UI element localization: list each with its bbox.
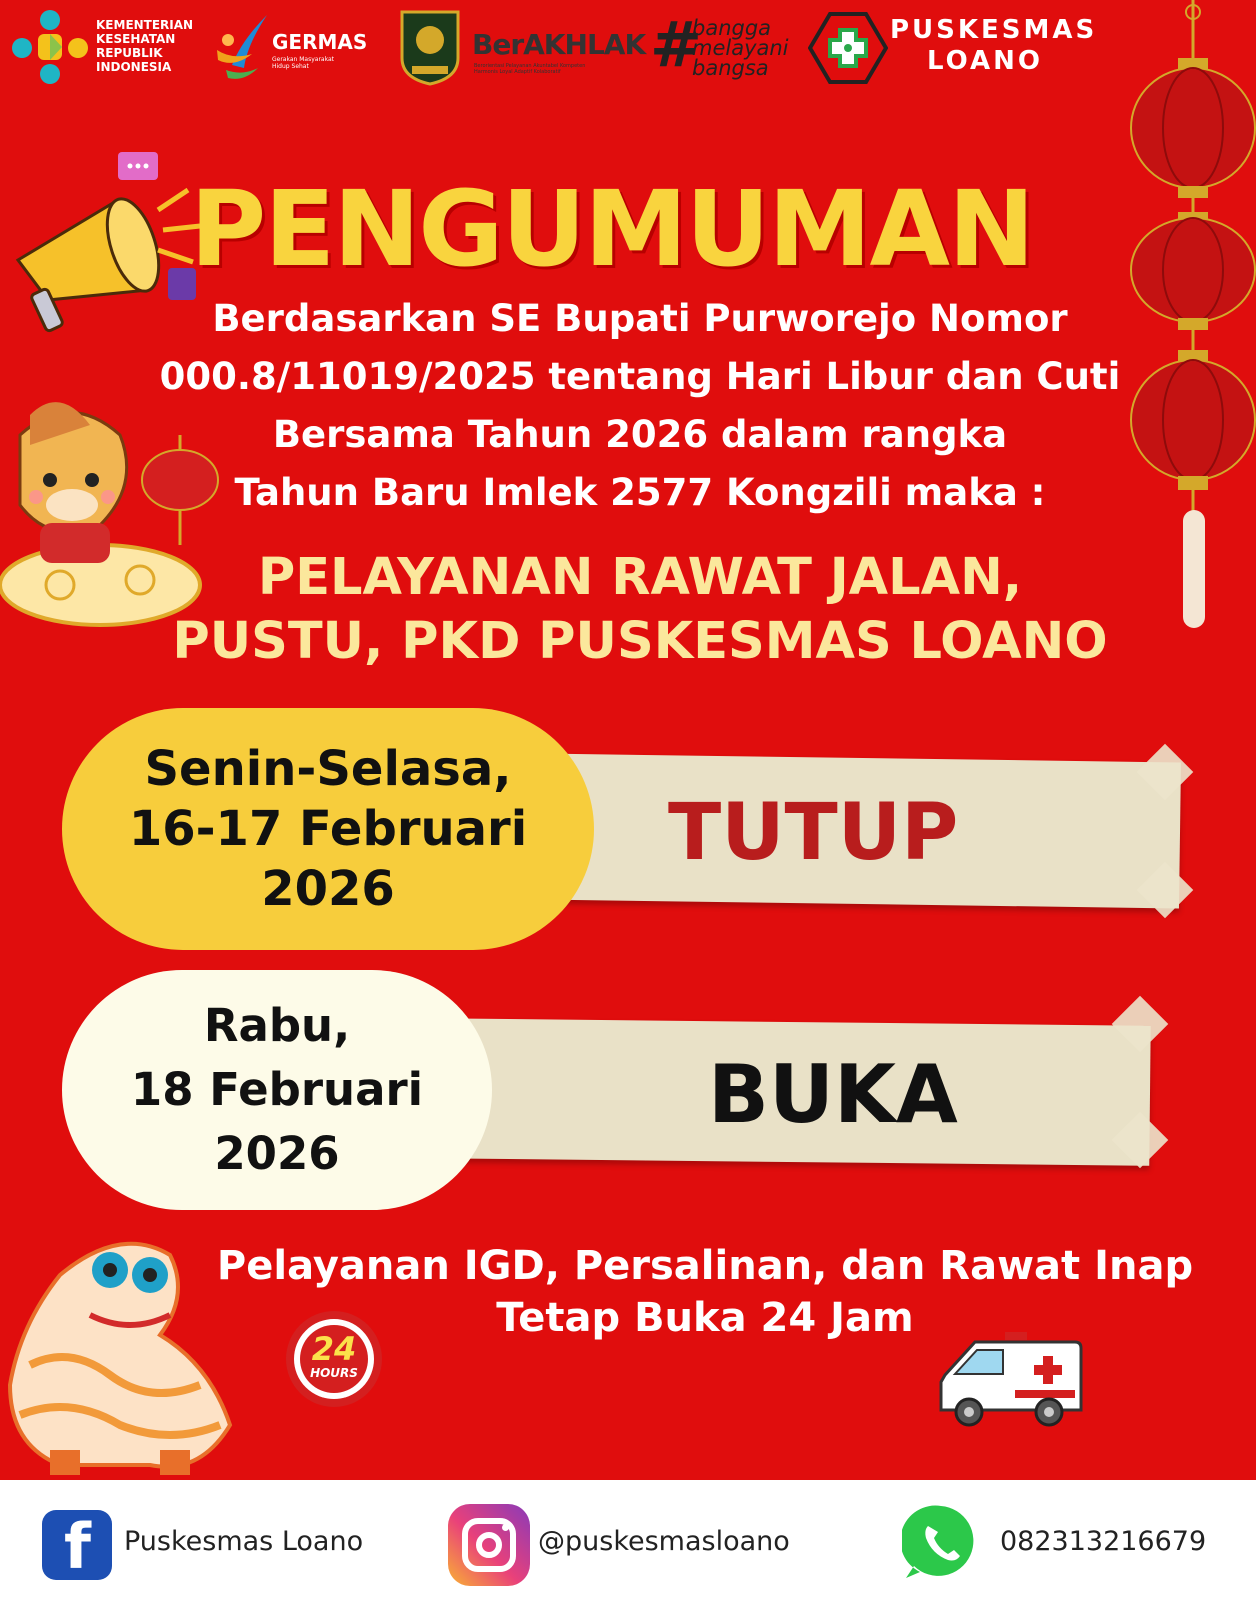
germas-logo (212, 10, 372, 85)
puskesmas-title-line: PUSKESMAS (890, 15, 1098, 45)
facebook-handle[interactable]: Puskesmas Loano (124, 1526, 364, 1557)
note-line: Pelayanan IGD, Persalinan, dan Rawat Inap (216, 1243, 1194, 1289)
intro-line: 000.8/11019/2025 tentang Hari Libur dan Cuti (159, 355, 1121, 398)
note-line: Tetap Buka 24 Jam (496, 1295, 914, 1341)
kemenkes-label (96, 18, 193, 74)
berakhlak-logo (398, 8, 646, 88)
badge-label: HOURS (310, 1366, 358, 1380)
instagram-icon[interactable] (448, 1504, 530, 1586)
open-status: BUKA (708, 1048, 958, 1141)
berakhlak-label: BerAKHLAK (472, 28, 646, 61)
kemenkes-logo (10, 8, 195, 86)
service-line: PUSTU, PKD PUSKESMAS LOANO (172, 612, 1108, 671)
emergency-note (210, 1240, 1200, 1344)
social-footer (0, 1480, 1256, 1600)
berakhlak-sub (474, 63, 585, 75)
berakhlak-sub-line: Harmonis Loyal Adaptif Kolaboratif (474, 69, 561, 75)
lantern-icon (1131, 58, 1255, 198)
hashtag-icon: # (650, 8, 702, 81)
purworejo-emblem-icon (398, 8, 462, 86)
puskesmas-title-line: LOANO (926, 46, 1044, 76)
closed-date: 16-17 Februari 2026 (128, 801, 528, 917)
intro-line: Tahun Baru Imlek 2577 Kongzili maka : (234, 471, 1046, 514)
service-line: PELAYANAN RAWAT JALAN, (257, 548, 1023, 607)
intro-line: Bersama Tahun 2026 dalam rangka (272, 413, 1008, 456)
germas-label: GERMAS (272, 30, 368, 54)
germas-sub-line: Hidup Sehat (272, 63, 309, 70)
puskesmas-logo (808, 10, 888, 86)
open-date: 18 Februari 2026 (130, 1063, 424, 1180)
kemenkes-line: KEMENTERIAN (96, 18, 194, 32)
kemenkes-line: REPUBLIK (96, 46, 163, 60)
ambulance-icon (935, 1330, 1085, 1430)
bangga-line: melayani (692, 36, 789, 60)
closed-status: TUTUP (668, 788, 959, 878)
kemenkes-emblem-icon (10, 8, 90, 86)
schedule-row-closed (0, 700, 1256, 960)
germas-emblem-icon (212, 10, 272, 82)
bangga-melayani-logo (650, 8, 795, 84)
kemenkes-line: KESEHATAN (96, 32, 176, 46)
announcement-headline: PENGUMUMAN (190, 168, 1034, 290)
service-heading (140, 546, 1140, 674)
instagram-handle[interactable]: @puskesmasloano (538, 1526, 790, 1557)
bangga-label (692, 18, 789, 78)
puskesmas-emblem-icon (808, 10, 888, 86)
intro-line: Berdasarkan SE Bupati Purworejo Nomor (212, 297, 1068, 340)
facebook-icon[interactable]: f (42, 1510, 112, 1580)
bangga-line: bangsa (692, 56, 769, 80)
schedule-row-open (0, 970, 1256, 1210)
whatsapp-icon[interactable] (902, 1502, 980, 1582)
open-day: Rabu, (203, 999, 351, 1052)
intro-paragraph (120, 290, 1160, 522)
open-date-pill (62, 970, 492, 1210)
berakhlak-sub-line: Berorientasi Pelayanan Akuntabel Kompeten (474, 63, 586, 69)
germas-sub (272, 56, 334, 70)
closed-day: Senin-Selasa, (144, 741, 512, 797)
whatsapp-number[interactable]: 082313216679 (1000, 1526, 1207, 1557)
puskesmas-title (890, 15, 1098, 77)
kemenkes-line: INDONESIA (96, 60, 172, 74)
germas-sub-line: Gerakan Masyarakat (272, 56, 334, 63)
closed-date-pill (62, 708, 594, 950)
bangga-line: bangga (692, 16, 772, 40)
badge-number: 24 (311, 1330, 357, 1368)
